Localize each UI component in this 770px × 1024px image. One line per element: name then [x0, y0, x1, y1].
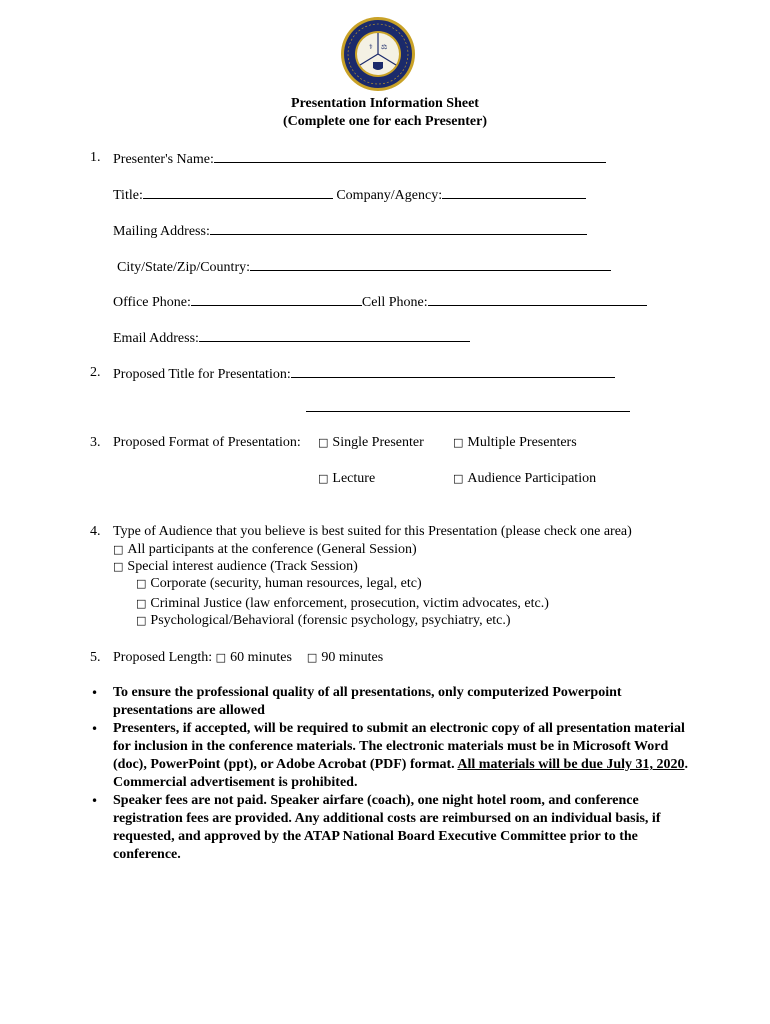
audience-option-label: Corporate (security, human resources, legal, etc)	[150, 576, 422, 591]
office-phone-label: Office Phone:	[113, 295, 191, 310]
length-option-60[interactable]	[216, 650, 292, 665]
checkbox-icon[interactable]: □	[318, 436, 329, 449]
format-option-audience[interactable]	[453, 470, 596, 487]
checkbox-icon[interactable]: □	[136, 614, 147, 627]
format-option-label: Multiple Presenters	[467, 435, 577, 450]
format-label: Proposed Format of Presentation:	[113, 435, 301, 450]
checkbox-icon[interactable]: □	[306, 651, 318, 664]
company-label: Company/Agency:	[336, 188, 443, 203]
presenter-name-field[interactable]	[214, 149, 606, 163]
email-label: Email Address:	[113, 331, 199, 346]
mailing-field[interactable]	[210, 221, 587, 235]
title-label: Title:	[113, 188, 143, 203]
bullet-icon: •	[91, 794, 99, 808]
checkbox-icon[interactable]: □	[136, 597, 147, 610]
format-option-label: Single Presenter	[332, 435, 424, 450]
format-option-label: Lecture	[332, 471, 376, 486]
proposed-title-field-line2[interactable]	[306, 411, 630, 412]
audience-option-label: All participants at the conference (General Session)	[127, 542, 417, 557]
presenter-name-label: Presenter's Name:	[113, 152, 214, 167]
checkbox-icon[interactable]: □	[136, 577, 147, 590]
note-electronic-copy	[91, 720, 689, 792]
section-4-number: 4.	[90, 524, 101, 539]
bullet-icon: •	[91, 686, 99, 700]
cell-phone-field[interactable]	[428, 292, 647, 306]
title-company-row	[113, 185, 586, 204]
svg-text:⚕: ⚕	[369, 43, 373, 51]
email-row	[113, 328, 470, 347]
audience-option-label: Criminal Justice (law enforcement, prosecution, victim advocates, etc.)	[150, 596, 549, 611]
length-option-label: 90 minutes	[321, 650, 384, 665]
office-phone-field[interactable]	[191, 292, 362, 306]
page-subtitle: (Complete one for each Presenter)	[283, 114, 487, 129]
page-title: Presentation Information Sheet	[291, 96, 479, 111]
checkbox-icon[interactable]: □	[453, 472, 464, 485]
audience-option-criminal-justice[interactable]	[136, 595, 549, 612]
section-5-number: 5.	[90, 650, 101, 665]
proposed-title-row	[113, 364, 615, 383]
section-3-number: 3.	[90, 435, 101, 450]
length-label: Proposed Length:	[113, 650, 213, 665]
title-field[interactable]	[143, 185, 333, 199]
length-option-90[interactable]	[307, 650, 383, 665]
audience-option-label: Psychological/Behavioral (forensic psychology, psychiatry, etc.)	[150, 613, 511, 628]
note-deadline: All materials will be due July 31, 2020	[457, 757, 685, 772]
section-1-number: 1.	[90, 150, 101, 165]
proposed-title-field[interactable]	[291, 364, 615, 378]
city-row	[117, 257, 611, 276]
checkbox-icon[interactable]: □	[113, 543, 124, 556]
note-powerpoint	[91, 684, 688, 720]
note-text: Presenters, if accepted, will be required to submit an electronic copy of all presentation material for inclusion in the conference materials. The electronic materials must be in Microsoft Word (doc), PowerPoint (ppt), or Adobe Acrobat (PDF) format.	[113, 721, 685, 772]
svg-text:⚖: ⚖	[381, 43, 388, 51]
note-speaker-fees	[91, 792, 688, 864]
city-field[interactable]	[250, 257, 611, 271]
note-text: To ensure the professional quality of all presentations, only computerized Powerpoint presentations are allowed	[113, 685, 622, 718]
checkbox-icon[interactable]: □	[215, 651, 227, 664]
note-text: Speaker fees are not paid. Speaker airfare (coach), one night hotel room, and conference registration fees are provided. Any additional costs are reimbursed on an individual basis, if requested, and approved by the ATAP National Board Executive Committee prior to the conference.	[113, 793, 661, 862]
format-option-multiple[interactable]	[453, 434, 577, 451]
notes-list	[91, 684, 689, 864]
format-option-label: Audience Participation	[467, 471, 597, 486]
section-2-number: 2.	[90, 365, 101, 380]
proposed-title-label: Proposed Title for Presentation:	[113, 367, 291, 382]
format-option-lecture[interactable]	[318, 470, 375, 487]
bullet-icon: •	[91, 722, 99, 736]
presenter-name-row	[113, 149, 606, 168]
format-option-single[interactable]	[318, 434, 424, 451]
checkbox-icon[interactable]: □	[113, 560, 124, 573]
phone-row	[113, 292, 647, 311]
audience-option-psychological[interactable]	[136, 612, 511, 629]
checkbox-icon[interactable]: □	[453, 436, 464, 449]
audience-option-general[interactable]	[113, 541, 417, 558]
audience-option-label: Special interest audience (Track Session)	[127, 559, 358, 574]
email-field[interactable]	[199, 328, 470, 342]
audience-option-track[interactable]	[113, 558, 358, 575]
city-label: City/State/Zip/Country:	[117, 260, 250, 275]
company-field[interactable]	[442, 185, 586, 199]
length-option-label: 60 minutes	[230, 650, 292, 665]
mailing-row	[113, 221, 587, 240]
length-row	[113, 649, 383, 666]
audience-label: Type of Audience that you believe is best suited for this Presentation (please check one area)	[113, 524, 632, 539]
cell-phone-label: Cell Phone:	[361, 295, 428, 310]
association-seal-logo	[340, 16, 416, 92]
checkbox-icon[interactable]: □	[318, 472, 329, 485]
mailing-label: Mailing Address:	[113, 224, 210, 239]
audience-option-corporate[interactable]	[136, 575, 422, 592]
note-text-tail: . Commercial advertisement is prohibited.	[113, 757, 689, 790]
